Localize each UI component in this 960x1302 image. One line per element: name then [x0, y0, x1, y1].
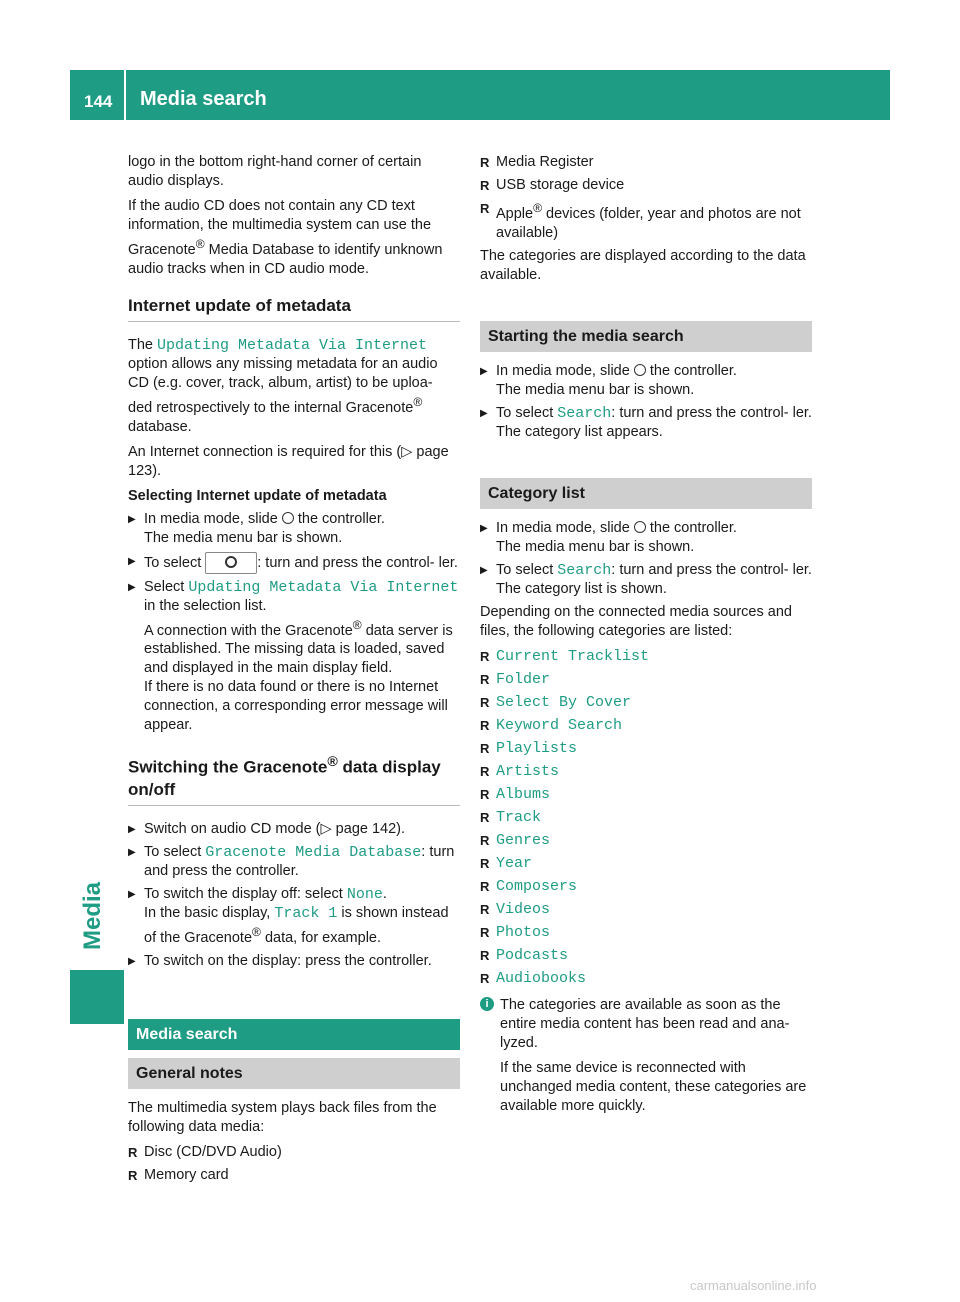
step-item: ▶ In media mode, slide the controller. The media menu bar is shown. — [480, 362, 812, 400]
category-item: R Select By Cover — [480, 693, 812, 712]
category-item: R Audiobooks — [480, 969, 812, 988]
info-paragraph-2: If the same device is reconnected with unchanged media content, these categories are available more quickly. — [500, 1059, 807, 1114]
info-paragraph-1: The categories are available as soon as the entire media content has been read and ana- lyzed. — [500, 996, 790, 1051]
page-title: Media search — [140, 88, 267, 110]
category-item: R Track — [480, 808, 812, 827]
category-item: R Podcasts — [480, 946, 812, 965]
step-item: ▶ Switch on audio CD mode (▷ page 142). — [128, 820, 460, 839]
header-divider — [124, 70, 126, 120]
controller-slide-icon — [282, 512, 294, 524]
menu-option: Gracenote Media Database — [205, 844, 422, 862]
category-item: R Videos — [480, 900, 812, 919]
camera-button-icon — [205, 552, 257, 574]
step-item: ▶ Select Updating Metadata Via Internet in the selection list. A connection with the Gracenote® data server is established. The missing data is loaded, saved and displayed in the main display field. If there is no data found or there is no Internet connection, a corresponding error message will appear. — [128, 578, 460, 736]
selecting-heading: Selecting Internet update of metadata — [128, 487, 387, 504]
menu-option: Updating Metadata Via Internet — [188, 578, 459, 596]
step-item: ▶ To switch on the display: press the controller. — [128, 952, 460, 971]
menu-option: Track 1 — [274, 905, 338, 923]
step-item: ▶ In media mode, slide the controller. The media menu bar is shown. — [480, 519, 812, 557]
general-notes-band: General notes — [128, 1058, 460, 1089]
internet-update-heading: Internet update of metadata — [128, 295, 460, 322]
category-item: R Photos — [480, 923, 812, 942]
category-item: R Current Tracklist — [480, 647, 812, 666]
info-note — [480, 996, 812, 1116]
category-item: R Keyword Search — [480, 716, 812, 735]
step-item: ▶ To select Search: turn and press the control- ler. The category list appears. — [480, 404, 812, 442]
left-column — [128, 153, 460, 1189]
info-icon: i — [480, 997, 494, 1011]
side-tab-block — [70, 970, 124, 1024]
side-section-label: Media — [79, 881, 106, 950]
step-item: ▶ To select : turn and press the control- ler. — [128, 552, 460, 574]
categories-paragraph: The categories are displayed according to the data available. — [480, 247, 806, 283]
list-item: R Disc (CD/DVD Audio) — [128, 1143, 460, 1162]
category-item: R Genres — [480, 831, 812, 850]
depending-paragraph: Depending on the connected media sources and files, the following categories are listed: — [480, 603, 792, 639]
general-paragraph: The multimedia system plays back files from the following data media: — [128, 1099, 437, 1135]
controller-slide-icon — [634, 364, 646, 376]
intro-paragraph-2: If the audio CD does not contain any CD text information, the multimedia system can use the Gracenote® Media Database to identify unknown audio tracks when in CD audio mode. — [128, 198, 443, 277]
watermark: carmanualsonline.info — [690, 1278, 817, 1293]
menu-option: None — [346, 886, 383, 904]
menu-option: Search — [557, 561, 612, 579]
media-search-band: Media search — [128, 1019, 460, 1050]
page-ref-icon: ▷ — [401, 443, 413, 460]
page-ref-icon: ▷ — [320, 821, 332, 838]
controller-slide-icon — [634, 521, 646, 533]
menu-option: Search — [557, 404, 612, 422]
starting-search-band: Starting the media search — [480, 321, 812, 352]
intro-paragraph-1: logo in the bottom right-hand corner of certain audio displays. — [128, 154, 422, 189]
step-item: ▶ To switch the display off: select None. In the basic display, Track 1 is shown instead of the Gracenote® data, for example. — [128, 885, 460, 948]
category-item: R Artists — [480, 762, 812, 781]
page-number: 144 — [84, 92, 113, 111]
category-item: R Folder — [480, 670, 812, 689]
category-list — [480, 647, 812, 988]
switching-heading: Switching the Gracenote® data display on/off — [128, 751, 460, 806]
list-item: R Media Register — [480, 153, 812, 172]
step-item: ▶ In media mode, slide the controller. The media menu bar is shown. — [128, 510, 460, 548]
category-list-band: Category list — [480, 478, 812, 509]
list-item: R USB storage device — [480, 176, 812, 195]
menu-option: Updating Metadata Via Internet — [157, 336, 428, 354]
internet-paragraph-1: The Updating Metadata Via Internet option allows any missing metadata for an audio CD (e.g. cover, track, album, artist) to be uploa- ded retrospectively to the internal Gracenote® database. — [128, 336, 438, 435]
category-item: R Albums — [480, 785, 812, 804]
category-item: R Playlists — [480, 739, 812, 758]
category-item: R Composers — [480, 877, 812, 896]
list-item: R Apple® devices (folder, year and photos are not available) — [480, 199, 812, 243]
step-item: ▶ To select Gracenote Media Database: turn and press the controller. — [128, 843, 460, 881]
category-item: R Year — [480, 854, 812, 873]
internet-paragraph-2: An Internet connection is required for this (▷ page 123). — [128, 443, 449, 479]
step-item: ▶ To select Search: turn and press the control- ler. The category list is shown. — [480, 561, 812, 599]
list-item: R Memory card — [128, 1166, 460, 1185]
right-column — [480, 153, 812, 1122]
